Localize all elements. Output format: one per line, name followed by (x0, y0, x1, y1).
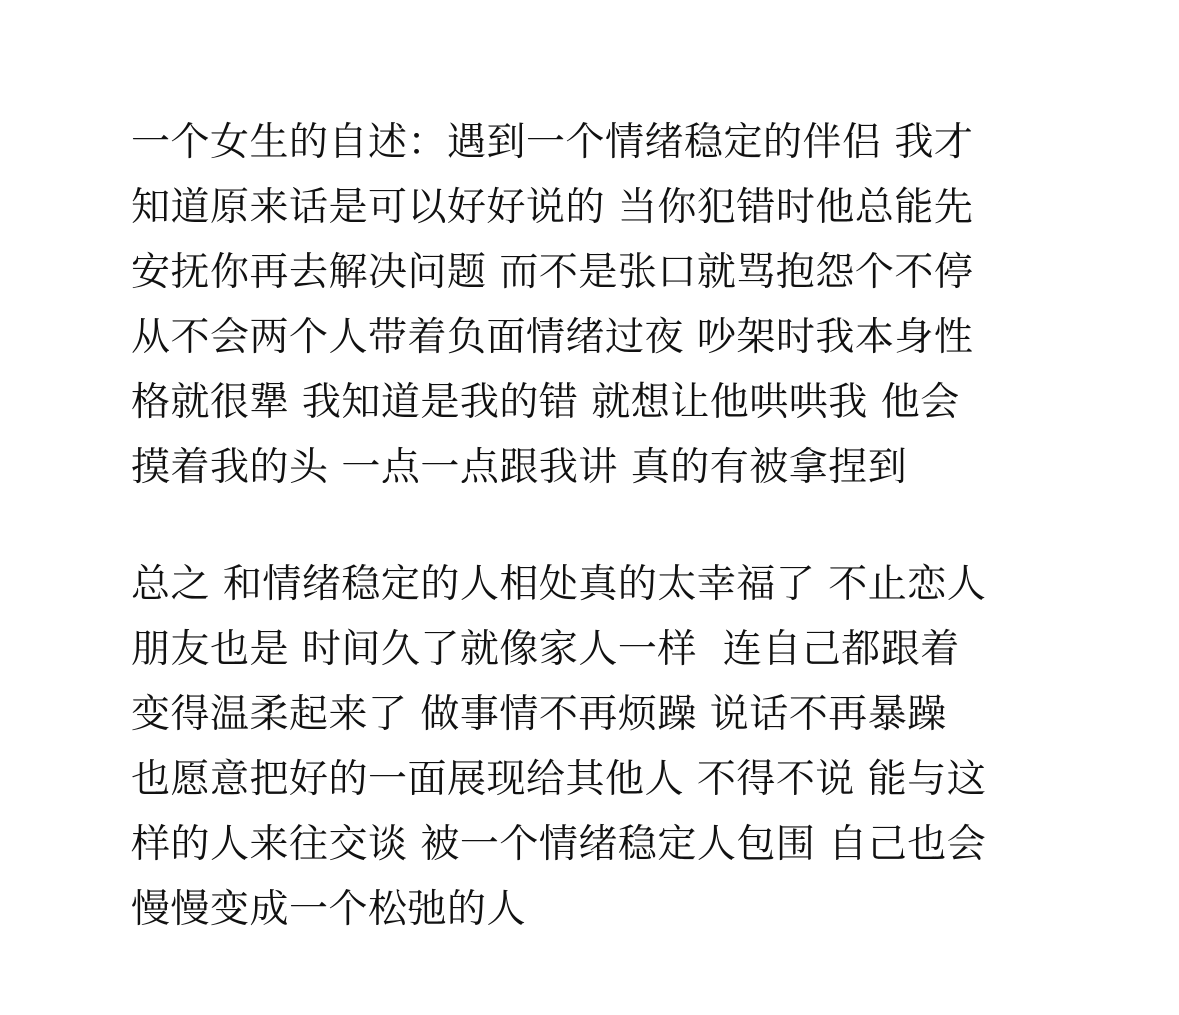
paragraph-line: 从不会两个人带着负面情绪过夜 吵架时我本身性 (131, 315, 974, 360)
paragraph-line: 朋友也是 时间久了就像家人一样 连自己都跟着 (131, 627, 960, 672)
paragraph-line: 安抚你再去解决问题 而不是张口就骂抱怨个不停 (131, 250, 974, 295)
paragraph-line: 知道原来话是可以好好说的 当你犯错时他总能先 (131, 185, 974, 230)
paragraph-2 (131, 552, 1091, 942)
paragraph-line: 格就很犟 我知道是我的错 就想让他哄哄我 他会 (131, 380, 960, 425)
paragraph-line: 摸着我的头 一点一点跟我讲 真的有被拿捏到 (131, 445, 908, 490)
paragraph-1 (131, 110, 1091, 500)
paragraph-line: 样的人来往交谈 被一个情绪稳定人包围 自己也会 (131, 822, 987, 867)
paragraph-line: 变得温柔起来了 做事情不再烦躁 说话不再暴躁 (131, 692, 947, 737)
paragraph-line: 也愿意把好的一面展现给其他人 不得不说 能与这 (131, 757, 987, 802)
paragraph-line: 慢慢变成一个松弛的人 (131, 887, 527, 932)
paragraph-line: 总之 和情绪稳定的人相处真的太幸福了 不止恋人 (131, 562, 987, 607)
paragraph-line: 一个女生的自述：遇到一个情绪稳定的伴侣 我才 (131, 120, 974, 165)
